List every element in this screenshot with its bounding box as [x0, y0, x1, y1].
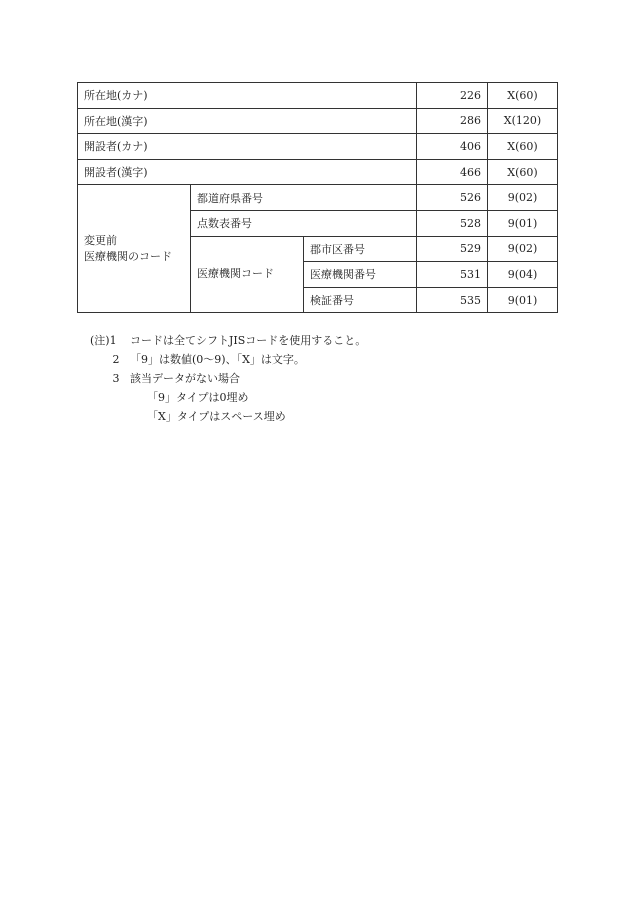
- note-1: [90, 331, 366, 350]
- field-position: 286: [417, 108, 488, 134]
- note-text: 「X」タイプはスペース埋め: [147, 410, 286, 423]
- field-label: 都道府県番号: [191, 185, 417, 211]
- field-position: 226: [417, 83, 488, 109]
- note-3b: [90, 407, 366, 426]
- table-row: [78, 185, 558, 211]
- group-label: [78, 185, 191, 313]
- field-type: 9(02): [488, 236, 558, 262]
- group-label-line2: 医療機関のコード: [84, 249, 172, 263]
- field-type: X(60): [488, 83, 558, 109]
- note-text: 該当データがない場合: [130, 372, 240, 385]
- field-position: 528: [417, 210, 488, 236]
- field-label: 郡市区番号: [304, 236, 417, 262]
- subgroup-label: 医療機関コード: [191, 236, 304, 313]
- note-number: 2: [112, 353, 120, 366]
- field-position: 531: [417, 262, 488, 288]
- field-type: X(60): [488, 159, 558, 185]
- note-3a: [90, 388, 366, 407]
- note-2: [90, 350, 366, 369]
- note-3: [90, 369, 366, 388]
- field-label: 開設者(漢字): [78, 159, 417, 185]
- field-position: 526: [417, 185, 488, 211]
- field-label: 検証番号: [304, 287, 417, 313]
- record-layout-table: [77, 82, 558, 313]
- note-prefix: (注)1: [90, 334, 117, 347]
- field-position: 406: [417, 134, 488, 160]
- note-number: 3: [112, 372, 120, 385]
- field-type: 9(01): [488, 210, 558, 236]
- field-label: 医療機関番号: [304, 262, 417, 288]
- group-label-line1: 変更前: [84, 233, 117, 247]
- field-position: 466: [417, 159, 488, 185]
- table-row: [78, 108, 558, 134]
- table-row: [78, 159, 558, 185]
- field-label: 開設者(カナ): [78, 134, 417, 160]
- field-position: 529: [417, 236, 488, 262]
- note-text: コードは全てシフトJISコードを使用すること。: [130, 334, 367, 347]
- field-type: 9(04): [488, 262, 558, 288]
- note-text: 「9」タイプは0埋め: [147, 391, 249, 404]
- field-type: X(120): [488, 108, 558, 134]
- field-type: X(60): [488, 134, 558, 160]
- field-label: 所在地(カナ): [78, 83, 417, 109]
- notes: [90, 331, 366, 426]
- note-text: 「9」は数値(0～9)、「X」は文字。: [130, 353, 305, 366]
- field-type: 9(02): [488, 185, 558, 211]
- field-position: 535: [417, 287, 488, 313]
- table-row: [78, 83, 558, 109]
- table-row: [78, 134, 558, 160]
- field-label: 点数表番号: [191, 210, 417, 236]
- field-label: 所在地(漢字): [78, 108, 417, 134]
- field-type: 9(01): [488, 287, 558, 313]
